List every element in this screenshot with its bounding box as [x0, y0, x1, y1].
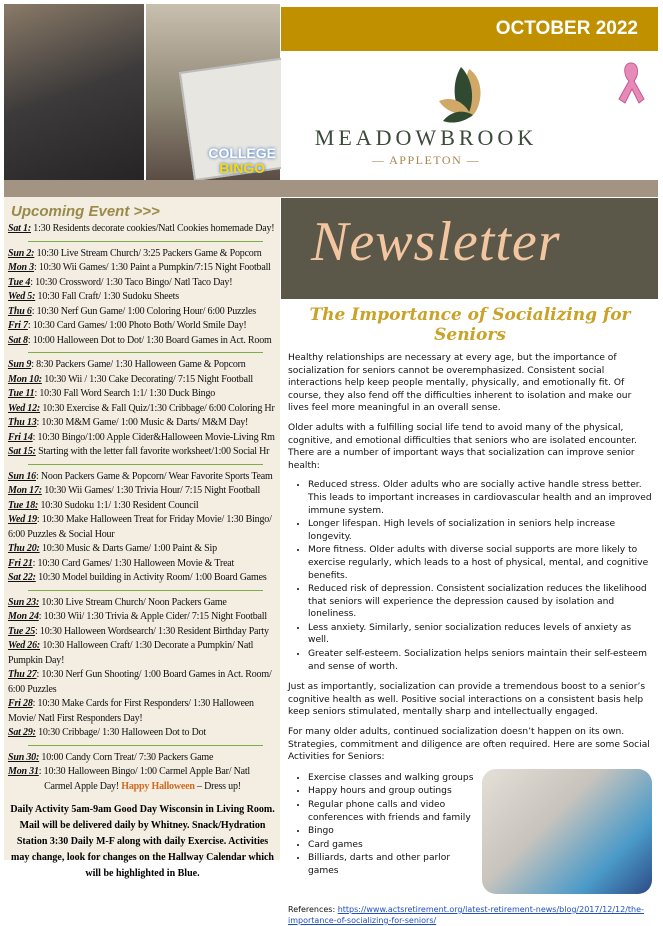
reference-link[interactable]: https://www.actsretirement.org/latest-retirement-news/blog/2017/12/12/the-importance-of-socializing-for-seniors/	[288, 904, 644, 925]
event-item	[8, 765, 277, 780]
event-text: 10:30 Live Stream Church/ 3:25 Packers Game & Popcorn	[34, 247, 262, 259]
event-text: Starting with the letter fall favorite worksheet/1:00 Social Hr	[35, 446, 270, 457]
event-text: : 8:30 Packers Game/ 1:30 Halloween Game & Popcorn	[31, 359, 246, 370]
event-text: 1:30 Residents decorate cookies/Natl Cookies homemade Day!	[30, 223, 275, 234]
list-item: • Less anxiety. Similarly, senior socialization reduces levels of anxiety as well.	[308, 622, 652, 647]
article-paragraph: Older adults with a fulfilling social life tend to avoid many of the physical, cognitive, and emotional difficulties that seniors who are isolated encounter. There are a number of important ways that socialization can improve senior health:	[288, 422, 637, 471]
event-item	[8, 571, 277, 586]
event-text: : 10:00 Halloween Dot to Dot/ 1:30 Board Games in Act. Room	[27, 334, 272, 346]
event-text: Carmel Apple Day!	[44, 780, 122, 792]
event-date: Wed 5:	[8, 291, 36, 302]
brand-name: MEADOWBROOK	[314, 125, 538, 150]
list-item: • More fitness. Older adults with diverse social supports are more likely to exercise regularly, which leads to a host of physical, mental, and cognitive benefits.	[308, 544, 652, 582]
event-text: : 10:30 Nerf Gun Shooting/ 1:00 Board Games in Act. Room/ 6:00 Puzzles	[8, 669, 272, 695]
event-item	[8, 373, 277, 388]
references: References: https://www.actsretirement.org/latest-retirement-news/blog/2017/12/12/the-importance-of-socializing-for-seniors/	[288, 904, 644, 925]
event-date: Fri 28	[8, 698, 33, 709]
activities-list	[308, 772, 476, 886]
event-item	[8, 222, 277, 237]
event-date: Fri 21	[8, 557, 33, 569]
week-divider	[28, 464, 263, 465]
event-item	[8, 305, 277, 320]
pink-ribbon-icon	[617, 61, 645, 107]
event-item	[8, 445, 277, 460]
event-item	[8, 610, 277, 625]
event-item	[8, 276, 277, 291]
benefits-list	[308, 479, 652, 673]
event-text: 10:30 Model building in Activity Room/ 1:00 Board Games	[35, 572, 267, 583]
week-divider	[28, 745, 263, 746]
event-text: : 10:30 Wii Games/ 1:30 Paint a Pumpkin/7:15 Night Football	[33, 262, 271, 273]
event-text: 10:00 Candy Corn Treat/ 7:30 Packers Game	[39, 751, 214, 763]
list-item: • Longer lifespan. High levels of socialization in seniors help increase longevity.	[308, 518, 652, 543]
event-item	[8, 470, 277, 485]
list-item: • Reduced risk of depression. Consistent socialization reduces the likelihood that seniors will experience the depression caused by isolation and loneliness.	[308, 583, 652, 621]
event-item	[8, 639, 277, 668]
month-banner: OCTOBER 2022	[281, 7, 658, 51]
event-date: Mon 17:	[8, 485, 42, 496]
event-item	[8, 319, 277, 334]
event-date: Mon 10:	[8, 373, 42, 385]
list-item: • Reduced stress. Older adults who are socially active handle stress better. This leads to important increases in cardiovascular health and an improved immune system.	[308, 479, 652, 517]
event-text: 10:30 Sudoku 1:1/ 1:30 Resident Council	[38, 499, 199, 511]
divider-bar	[4, 180, 658, 197]
event-text: : 10:30 M&M Game/ 1:00 Music & Darts/ M&M Day!	[36, 417, 249, 428]
event-item	[8, 334, 277, 349]
event-text: : 10:30 Halloween Wordsearch/ 1:30 Resident Birthday Party	[35, 625, 269, 637]
event-date: Sat 29:	[8, 727, 36, 738]
event-item	[8, 697, 277, 726]
event-text: : 10:30 Card Games/ 1:00 Photo Both/ World Smile Day!	[27, 320, 247, 331]
event-date: Wed 12:	[8, 402, 41, 414]
event-item	[8, 668, 277, 697]
event-date: Sat 15:	[8, 446, 36, 457]
event-item	[8, 499, 277, 514]
event-date: Tue 11	[8, 388, 35, 399]
event-text: : 10:30 Halloween Bingo/ 1:00 Carmel Apple Bar/ Natl	[38, 766, 250, 777]
events-panel	[4, 197, 280, 879]
event-text: : Noon Packers Game & Popcorn/ Wear Favorite Sports Team	[36, 470, 273, 482]
event-date: Thu 20:	[8, 543, 40, 554]
list-item: • Card games	[308, 839, 476, 852]
event-text: : 10:30 Nerf Gun Game/ 1:00 Coloring Hour/ 6:00 Puzzles	[31, 305, 256, 317]
event-item	[8, 247, 277, 262]
event-item	[8, 557, 277, 572]
event-item	[8, 484, 277, 499]
happy-halloween-text: Happy Halloween	[121, 780, 195, 792]
event-date: Wed 26:	[8, 640, 41, 651]
event-date: Sun 16	[8, 470, 36, 482]
event-item	[8, 751, 277, 766]
event-item	[8, 431, 277, 446]
event-date: Fri 7	[8, 320, 28, 331]
newsletter-banner: Newsletter	[281, 198, 658, 299]
event-item	[8, 402, 277, 417]
event-item-cont	[8, 780, 277, 795]
event-date: Sat 8	[8, 334, 28, 346]
event-text: : 10:30 Wii/ 1:30 Trivia & Apple Cider/ 7:15 Night Football	[38, 611, 267, 622]
event-date: Mon 3	[8, 262, 34, 273]
event-date: Sat 22:	[8, 572, 36, 583]
seniors-playing-cards-photo	[482, 769, 652, 894]
event-text: : 10:30 Fall Word Search 1:1/ 1:30 Duck Bingo	[34, 388, 216, 399]
bingo-photo	[146, 4, 280, 180]
event-date: Mon 31	[8, 766, 39, 777]
event-text: 10:30 Wii / 1:30 Cake Decorating/ 7:15 Night Football	[41, 373, 253, 385]
header-photos	[4, 4, 280, 180]
event-item	[8, 290, 277, 305]
event-date: Thu 27	[8, 669, 37, 680]
event-date: Thu 6	[8, 305, 32, 317]
list-item: • Billiards, darts and other parlor games	[308, 852, 476, 877]
event-date: Fri 14	[8, 431, 33, 443]
event-date: Sun 9	[8, 359, 32, 370]
event-date: Sun 30:	[8, 751, 40, 763]
event-item	[8, 726, 277, 741]
event-item	[8, 596, 277, 611]
event-text: 10:30 Live Stream Church/ Noon Packers Game	[39, 596, 227, 608]
event-item	[8, 625, 277, 640]
article-paragraph: Just as importantly, socialization can provide a tremendous boost to a senior’s cognitive health as well. Positive social interactions on a consistent basis help keep seniors stimulated, mentally sharp and intellectually engaged.	[288, 682, 646, 718]
list-item: • Bingo	[308, 825, 476, 838]
article	[281, 300, 658, 925]
event-text: : 10:30 Make Cards for First Responders/ 1:30 Halloween Movie/ Natl First Responders Day!	[8, 698, 254, 724]
events-title: Upcoming Event >>>	[11, 203, 160, 220]
article-title: The Importance of Socializing for Seniors	[309, 305, 631, 345]
list-item: • Happy hours and group outings	[308, 785, 476, 798]
article-paragraph: For many older adults, continued socialization doesn’t happen on its own. Strategies, commitment and diligence are often required. Here are some Social Activities for Seniors:	[288, 727, 650, 763]
event-date: Sun 2:	[8, 247, 35, 259]
event-text: 10:30 Music & Darts Game/ 1:00 Paint & Sip	[39, 543, 217, 554]
brand-location: — APPLETON —	[371, 153, 481, 167]
event-text: 10:30 Fall Craft/ 1:30 Sudoku Sheets	[35, 291, 179, 302]
event-text: : 10:30 Bingo/1:00 Apple Cider&Halloween Movie-Living Rm	[32, 431, 275, 443]
event-date: Tue 4	[8, 276, 31, 288]
event-item	[8, 416, 277, 431]
event-date: Tue 25	[8, 625, 36, 637]
event-date: Sun 23:	[8, 596, 40, 608]
event-date: Sat 1:	[8, 223, 31, 234]
event-text: 10:30 Halloween Craft/ 1:30 Decorate a Pumpkin/ Natl Pumpkin Day!	[8, 640, 254, 666]
article-paragraph: Healthy relationships are necessary at every age, but the importance of socialization for seniors cannot be overemphasized. Consistent social interactions help keep people mentally, physically, and emotionally fit. Of course, they also fend off the difficulties inherent to isolation and make our lives feel more meaningful in an overall sense.	[288, 353, 632, 414]
event-text: 10:30 Wii Games/ 1:30 Trivia Hour/ 7:15 Night Football	[41, 485, 261, 496]
event-date: Thu 13	[8, 417, 37, 428]
week-divider	[28, 241, 263, 242]
event-text: – Dress up!	[194, 780, 241, 792]
list-item: • Exercise classes and walking groups	[308, 772, 476, 785]
week-divider	[28, 352, 263, 353]
week-divider	[28, 590, 263, 591]
event-item	[8, 261, 277, 276]
event-date: Tue 18:	[8, 499, 39, 511]
event-text: : 10:30 Make Halloween Treat for Friday Movie/ 1:30 Bingo/ 6:00 Puzzles & Social Hour	[8, 514, 272, 540]
event-date: Wed 19	[8, 514, 37, 525]
event-item	[8, 513, 277, 542]
event-text: : 10:30 Crossword/ 1:30 Taco Bingo/ Natl Taco Day!	[30, 276, 233, 288]
list-item: • Regular phone calls and video conferences with friends and family	[308, 799, 476, 824]
event-item	[8, 387, 277, 402]
meadowbrook-logo	[281, 51, 658, 180]
leaf-logo-icon	[439, 67, 489, 123]
event-text: 10:30 Cribbage/ 1:30 Halloween Dot to Dot	[35, 727, 206, 738]
list-item: • Greater self-esteem. Socialization helps seniors maintain their self-esteem and sense of worth.	[308, 648, 652, 673]
event-text: : 10:30 Card Games/ 1:30 Halloween Movie & Treat	[32, 557, 235, 569]
daily-activity-note: Daily Activity 5am-9am Good Day Wisconsin in Living Room. Mail will be delivered daily by Whitney. Snack/Hydration Station 3:30 Daily M-F along with daily Exercise. Activities may change, look for changes on the Hallway Calendar which will be highlighted in Blue.	[10, 804, 275, 879]
event-date: Mon 24	[8, 611, 39, 622]
event-item	[8, 542, 277, 557]
resident-photo	[4, 4, 144, 180]
event-item	[8, 358, 277, 373]
college-bingo-logo: COLLEGE BINGO	[208, 145, 276, 176]
event-text: 10:30 Exercise & Fall Quiz/1:30 Cribbage/ 6:00 Coloring Hr	[40, 402, 275, 414]
